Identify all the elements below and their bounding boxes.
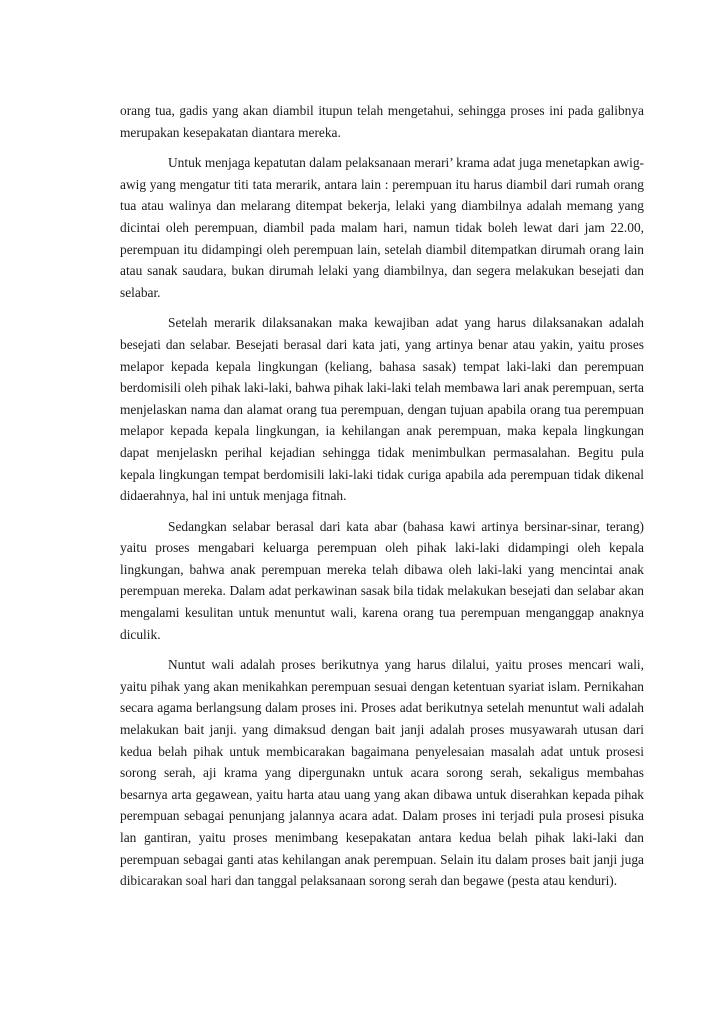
paragraph-continuation: orang tua, gadis yang akan diambil itupun telah mengetahui, sehingga proses ini pada galibnya merupakan kesepakatan diantara mereka. bbox=[120, 103, 644, 140]
paragraph-selabar: Sedangkan selabar berasal dari kata abar (bahasa kawi artinya bersinar-sinar, terang) yaitu proses mengabari keluarga perempuan oleh pihak laki-laki didampingi oleh kepala lingkungan, bahwa anak perempuan mereka telah dibawa oleh laki-laki yang mencintai anak perempuan mereka. Dalam adat perkawinan sasak bila tidak melakukan besejati dan selabar akan mengalami kesulitan untuk menuntut wali, karena orang tua perempuan menganggap anaknya diculik. bbox=[120, 518, 644, 642]
paragraph-awig-awig: Untuk menjaga kepatutan dalam pelaksanaan merari’ krama adat juga menetapkan awig-awig yang mengatur titi tata merarik, antara lain : perempuan itu harus diambil dari rumah orang tua atau walinya dan melarang ditempat bekerja, lelaki yang diambilnya adalah memang yang dicintai oleh perempuan, diambil pada malam hari, namun tidak boleh lewat dari jam 22.00, perempuan itu didampingi oleh perempuan lain, setelah diambil ditempatkan dirumah orang lain atau sanak saudara, bukan dirumah lelaki yang diambilnya, dan segera melakukan besejati dan selabar. bbox=[120, 155, 644, 300]
document-page bbox=[120, 100, 644, 901]
paragraph-nuntut-wali: Nuntut wali adalah proses berikutnya yang harus dilalui, yaitu proses mencari wali, yaitu pihak yang akan menikahkan perempuan sesuai dengan ketentuan syariat islam. Pernikahan secara agama berlangsung dalam proses ini. Proses adat berikutnya setelah menuntut wali adalah melakukan bait janji. yang dimaksud dengan bait janji adalah proses musyawarah utusan dari kedua belah pihak untuk membicarakan bagaimana penyelesaian masalah adat untuk prosesi sorong serah, aji krama yang dipergunakn untuk acara sorong serah, sekaligus membahas besarnya arta gegawean, yaitu harta atau uang yang akan dibawa untuk diserahkan kepada pihak perempuan sebagai penunjang jalannya acara adat. Dalam proses ini terjadi pula prosesi pisuka lan gantiran, yaitu proses menimbang kesepakatan antara kedua belah pihak laki-laki dan perempuan sebagai ganti atas kehilangan anak perempuan. Selain itu dalam proses bait janji juga dibicarakan soal hari dan tanggal pelaksanaan sorong serah dan begawe (pesta atau kenduri). bbox=[120, 657, 644, 889]
paragraph-besejati: Setelah merarik dilaksanakan maka kewajiban adat yang harus dilaksanakan adalah besejati dan selabar. Besejati berasal dari kata jati, yang artinya benar atau yakin, yaitu proses melapor kepada kepala lingkungan (keliang, bahasa sasak) tempat laki-laki dan perempuan berdomisili oleh pihak laki-laki, bahwa pihak laki-laki telah membawa lari anak perempuan, serta menjelaskan nama dan alamat orang tua perempuan, dengan tujuan apabila orang tua perempuan melapor kepada kepala lingkungan, ia kehilangan anak perempuan, maka kepala lingkungan dapat menjelaskn perihal kejadian sehingga tidak menimbulkan permasalahan. Begitu pula kepala lingkungan tempat berdomisili laki-laki tidak curiga apabila ada perempuan tidak dikenal didaerahnya, hal ini untuk menjaga fitnah. bbox=[120, 315, 644, 504]
